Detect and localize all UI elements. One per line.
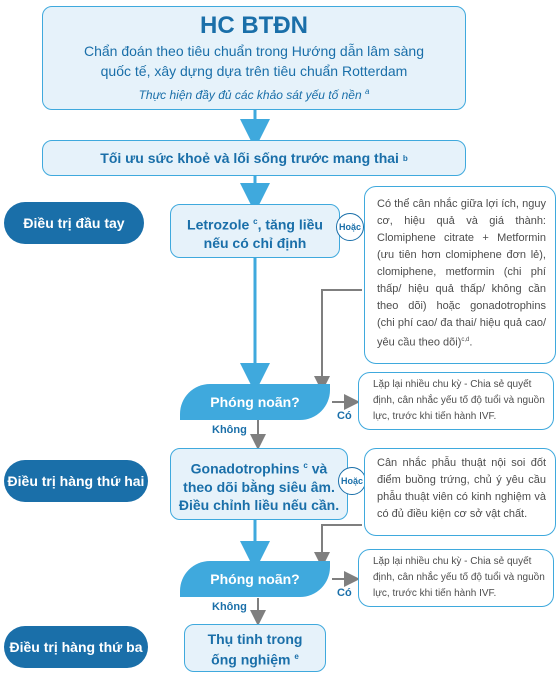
laparoscopic-surgery-note (364, 448, 556, 536)
diagnosis-box (42, 6, 466, 110)
letrozole-line1 (171, 213, 339, 234)
arrow-note2-to-decision2 (322, 525, 362, 560)
repeat-cycles-text-2: Lặp lại nhiều chu kỳ - Chia sẻ quyết định, cân nhắc yếu tố độ tuổi và nguồn lực, trước khi tiến hành IVF. (373, 556, 545, 599)
letrozole-name: Letrozole (187, 216, 250, 233)
optimize-box (42, 140, 466, 176)
decision-2-no-label: Không (212, 601, 247, 613)
alternative-options-text: Có thể cân nhắc giữa lợi ích, nguy cơ, hiệu quả và giá thành: Clomiphene citrate + Metformin (ưu tiên hơn clomiphene đơn lẻ), clomiphene, metformin (chi phí thấp/ hiệu quả thấp/ không cần theo dõi) hoặc gonadotrophins (chi phí cao/ đa thai/ hiệu quả cao/ yêu cầu theo dõi) (377, 198, 546, 349)
ovulation-decision-2-text: Phóng noãn? (210, 571, 300, 587)
third-line-label: Điều trị hàng thứ ba (9, 639, 143, 655)
diagnosis-line3-text: Thực hiện đầy đủ các khảo sát yếu tố nền (138, 88, 362, 102)
decision-1-yes-label: Có (337, 410, 352, 422)
ivf-line2-text: ống nghiệm (211, 651, 291, 668)
letrozole-sup: c (253, 217, 258, 226)
first-line-label: Điều trị đầu tay (23, 215, 125, 231)
gonadotrophins-line2: theo dõi bằng siêu âm. (183, 478, 335, 495)
letrozole-rest: , tăng liều (257, 216, 323, 233)
diagnosis-line2: quốc tế, xây dựng dựa trên tiêu chuẩn Rotterdam (100, 63, 408, 79)
gonadotrophins-line1 (171, 457, 347, 478)
gonadotrophins-rest: và (307, 460, 328, 477)
ivf-line1: Thụ tinh trong (207, 631, 303, 647)
or-badge-1-label: Hoặc (338, 222, 361, 232)
repeat-cycles-note-2 (358, 549, 554, 607)
second-line-label: Điều trị hàng thứ hai (7, 473, 145, 489)
first-line-pill (4, 202, 144, 244)
third-line-pill (4, 626, 148, 668)
alternative-options-sup: c,d (461, 337, 470, 343)
optimize-sup: b (402, 153, 408, 163)
ivf-line2 (185, 648, 325, 669)
optimize-text: Tối ưu sức khoẻ và lối sống trước mang thai (100, 150, 399, 166)
decision-1-no-label: Không (212, 424, 247, 436)
ivf-box (184, 624, 326, 672)
ivf-sup: e (294, 652, 299, 661)
gonadotrophins-box (170, 448, 348, 520)
ovulation-decision-1 (180, 384, 330, 420)
diagnosis-line1: Chẩn đoán theo tiêu chuẩn trong Hướng dẫn lâm sàng (83, 43, 424, 59)
arrow-note1-to-decision1 (322, 290, 362, 384)
or-badge-2 (338, 467, 366, 495)
gonadotrophins-sup: c (303, 461, 308, 470)
diagnosis-line3-sup: a (364, 87, 370, 96)
or-badge-2-label: Hoặc (340, 476, 363, 486)
letrozole-line2: nếu có chỉ định (203, 234, 307, 251)
laparoscopic-surgery-text: Cân nhắc phẫu thuật nội soi đốt điểm buồng trứng, chủ ý yêu cầu phẫu thuật viên có kinh nghiệm và có đủ điều kiện cơ sở vật chất. (377, 457, 546, 520)
ovulation-decision-2 (180, 561, 330, 597)
repeat-cycles-note-1 (358, 372, 554, 430)
second-line-pill (4, 460, 148, 502)
gonadotrophins-line3: Điều chỉnh liều nếu cần. (178, 496, 340, 513)
diagnosis-line3 (43, 81, 465, 106)
decision-2-yes-label: Có (337, 587, 352, 599)
or-badge-1 (336, 213, 364, 241)
ovulation-decision-1-text: Phóng noãn? (210, 394, 300, 410)
diagnosis-title: HC BTĐN (200, 12, 308, 39)
alternative-options-note: Có thể cân nhắc giữa lợi ích, nguy cơ, hiệu quả và giá thành: Clomiphene citrate + Metformin (ưu tiên hơn clomiphene đơn lẻ), clomiphene, metformin (chi phí thấp/ hiệu quả thấp/ không cần theo dõi) hoặc gonadotrophins (chi phí cao/ đa thai/ hiệu quả cao/ yêu cầu theo dõi)$^{c,d}$. (364, 186, 556, 364)
gonadotrophins-name: Gonadotrophins (190, 460, 300, 477)
repeat-cycles-text-1: Lặp lại nhiều chu kỳ - Chia sẻ quyết định, cân nhắc yếu tố độ tuổi và nguồn lực, trước khi tiến hành IVF. (373, 379, 545, 422)
letrozole-box (170, 204, 340, 258)
